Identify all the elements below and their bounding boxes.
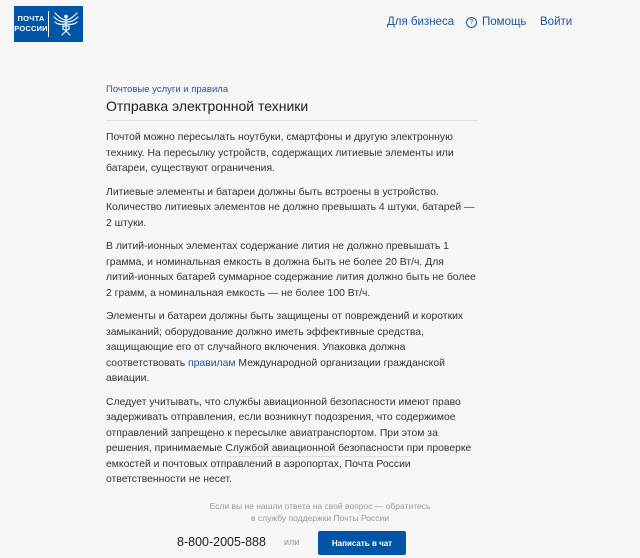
paragraph-4 (106, 309, 478, 387)
or-separator: или (284, 537, 300, 547)
eagle-emblem-icon (49, 6, 83, 42)
paragraph-4-text-before: Элементы и батареи должны быть защищены от повреждений и коротких замыканий; оборудование должно иметь эффективные средства, защищающие его от случайного включения. Упаковка должна соответствовать (106, 311, 464, 369)
paragraph-5: Следует учитывать, что службы авиационной безопасности имеют право задерживать отправления, если возникнут подозрения, что содержимое отправлений запрещено к пересылке авиатранспортом. При этом за решения, принимаемые Службой авиационной безопасности при проверке емкостей и почтовых отправлений в аэропортах, Почта России ответственности не несет. (106, 396, 472, 485)
support-text (150, 501, 490, 524)
paragraph-1: Почтой можно пересылать ноутбуки, смартфоны и другую электронную технику. На пересылку устройств, содержащих литиевые элементы или батареи, существуют ограничения. (106, 132, 454, 174)
logo-line-2: РОССИИ (14, 24, 48, 33)
support-phone[interactable]: 8-800-2005-888 (177, 535, 266, 549)
article-body (106, 130, 478, 488)
write-to-chat-button[interactable]: Написать в чат (318, 531, 406, 555)
pochta-rossii-logo[interactable] (14, 6, 83, 42)
breadcrumb-link[interactable]: Почтовые услуги и правила (106, 84, 229, 95)
main-content (106, 84, 478, 496)
logo-line-1: ПОЧТА (17, 14, 45, 23)
nav-login-link[interactable]: Войти (540, 16, 573, 28)
support-line-2: в службу поддержки Почты России (250, 512, 389, 523)
paragraph-4-text-after: Международной организации гражданской авиации. (106, 357, 445, 384)
page-title: Отправка электронной техники (106, 98, 309, 114)
nav-business-link[interactable]: Для бизнеса (387, 16, 455, 28)
logo-text (14, 6, 48, 42)
title-divider (106, 120, 478, 121)
icao-rules-link[interactable]: правилам (188, 357, 236, 369)
nav-help-label: Помощь (482, 16, 527, 28)
header (0, 0, 640, 48)
question-circle-icon: ? (466, 17, 477, 28)
support-line-1: Если вы не нашли ответа на свой вопрос — обратитесь (209, 501, 431, 511)
paragraph-3: В литий-ионных элементах содержание лития не должно превышать 1 грамма, и номинальная емкость в должна быть не более 20 Вт/ч. Для литий-ионных батарей суммарное содержание лития должно быть не более 2 грамм, а номинальная емкость — не более 100 Вт/ч. (106, 241, 476, 299)
footer-divider (228, 456, 412, 457)
paragraph-2: Литиевые элементы и батареи должны быть встроены в устройство. Количество литиевых элементов не должно превышать 4 штуки, батарей — 2 штуки. (106, 186, 475, 229)
nav-help-link[interactable] (466, 16, 526, 28)
